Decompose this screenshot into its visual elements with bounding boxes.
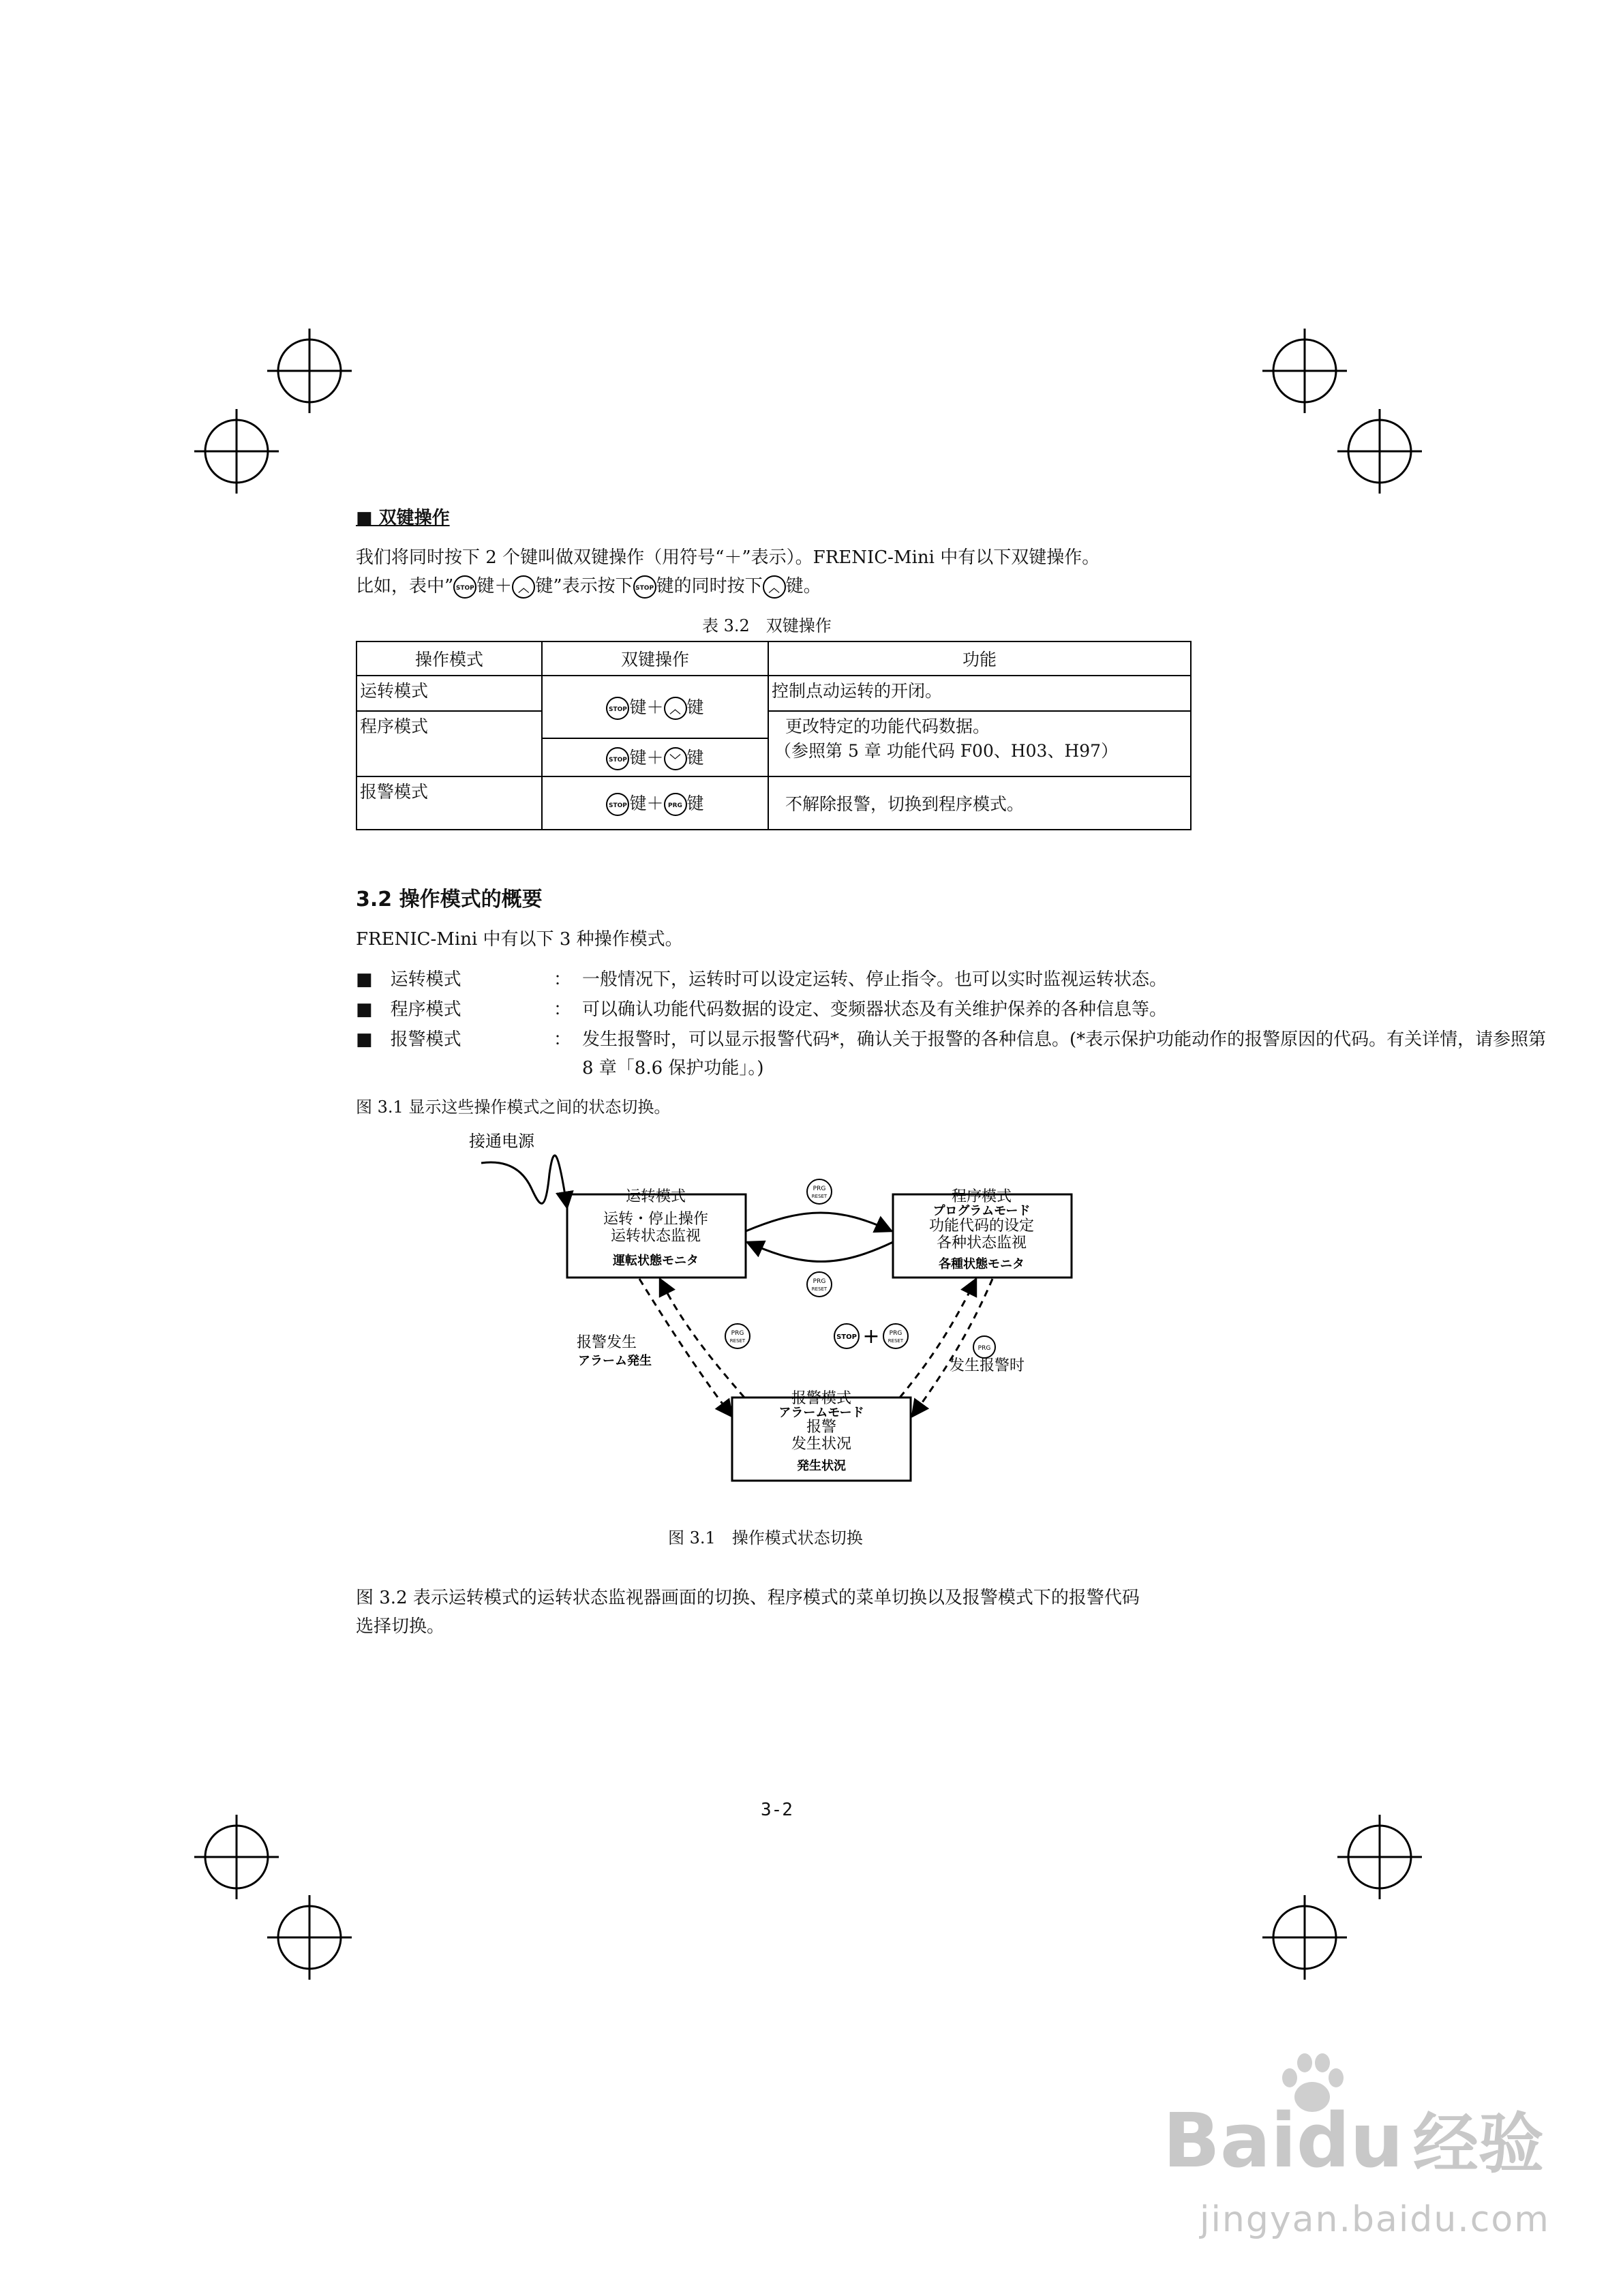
prg-reset-key-icon <box>807 1272 832 1297</box>
alarm-mode-title: 报警模式 <box>791 1390 852 1407</box>
stop-key-icon: STOP <box>606 697 629 720</box>
svg-text:PRG: PRG <box>889 1330 902 1337</box>
prog-mode-jp-title: プログラムモード <box>932 1204 1031 1218</box>
prg-reset-key-icon <box>725 1324 750 1348</box>
table-header: 双键操作 <box>542 641 768 676</box>
svg-text:RESET: RESET <box>811 1286 828 1292</box>
up-key-icon: ︿ <box>664 697 687 720</box>
power-on-label: 接通电源 <box>469 1132 534 1151</box>
svg-text:PRG: PRG <box>813 1185 826 1192</box>
prg-reset-key-icon <box>807 1179 832 1204</box>
table-cell: 控制点动运转的开闭。 <box>768 676 1191 711</box>
svg-text:PRG: PRG <box>731 1330 744 1337</box>
intro-line-1: 我们将同时按下 2 个键叫做双键操作（用符号“＋”表示）。FRENIC-Mini 中有以下双键操作。 <box>356 547 1100 568</box>
power-on-arrow <box>481 1155 567 1208</box>
prog-mode-line1: 功能代码的设定 <box>928 1218 1035 1235</box>
stop-key-icon <box>834 1324 859 1348</box>
table-cell: 运转模式 <box>357 676 542 711</box>
svg-text:RESET: RESET <box>729 1338 746 1344</box>
alarm-occur-left-label: 报警发生 <box>576 1334 637 1351</box>
prg-reset-key-icon: PRG <box>664 793 687 816</box>
table-cell: 不解除报警，切换到程序模式。 <box>768 776 1191 830</box>
table-caption: 表 3.2 双键操作 <box>702 616 832 635</box>
alarm-mode-jp: 発生状況 <box>797 1459 846 1473</box>
stop-key-icon: STOP <box>633 575 656 599</box>
table-cell: 更改特定的功能代码数据。 （参照第 5 章 功能代码 F00、H03、H97） <box>768 711 1191 776</box>
run-to-alarm-arrow <box>639 1279 732 1417</box>
prog-mode-title: 程序模式 <box>951 1188 1012 1205</box>
stop-key-icon: STOP <box>453 575 476 599</box>
prg-reset-key-icon <box>883 1324 908 1348</box>
alarm-occur-right-label: 发生报警时 <box>949 1357 1025 1374</box>
alarm-mode-line1: 报警 <box>806 1419 837 1436</box>
outro-line-2: 选择切换。 <box>356 1616 445 1637</box>
run-mode-line1: 运转・停止操作 <box>603 1211 709 1228</box>
alarm-mode-jp-title: アラームモード <box>778 1406 864 1420</box>
run-mode-title: 运转模式 <box>625 1188 686 1205</box>
page-number: 3-2 <box>761 1800 793 1820</box>
section-title: ■ 双键操作 <box>356 508 450 528</box>
watermark-url: jingyan.baidu.com <box>1200 2199 1550 2240</box>
table-cell: 报警模式 <box>357 776 542 830</box>
run-mode-jp: 運転状態モニタ <box>613 1254 699 1268</box>
plus-sign: + <box>862 1325 880 1348</box>
up-key-icon: ︿ <box>763 575 786 599</box>
svg-text:PRG: PRG <box>813 1278 826 1285</box>
run-mode-line2: 运转状态监视 <box>610 1228 701 1245</box>
outro-line-1: 图 3.2 表示运转模式的运转状态监视器画面的切换、程序模式的菜单切换以及报警模式下的报警代码 <box>356 1588 1140 1608</box>
table-cell: STOP 键＋ ﹀ 键 <box>542 738 768 776</box>
prg-key-icon <box>973 1336 995 1358</box>
down-key-icon: ﹀ <box>664 747 687 770</box>
figure-caption: 图 3.1 操作模式状态切换 <box>668 1528 863 1547</box>
prog-mode-jp: 各種状態モニタ <box>939 1257 1025 1271</box>
alarm-occur-left-jp: アラーム発生 <box>578 1354 652 1368</box>
run-to-prog-arrow <box>746 1213 892 1231</box>
section-intro: FRENIC-Mini 中有以下 3 种操作模式。 <box>356 929 683 950</box>
table-header: 功能 <box>768 641 1191 676</box>
svg-text:STOP: STOP <box>836 1333 857 1341</box>
svg-text:RESET: RESET <box>888 1338 904 1344</box>
stop-key-icon: STOP <box>606 793 629 816</box>
table-cell: STOP 键＋ PRG 键 <box>542 776 768 830</box>
section-heading: 3.2 操作模式的概要 <box>356 888 543 911</box>
prog-to-run-arrow <box>747 1242 893 1262</box>
alarm-mode-line2: 发生状况 <box>791 1436 852 1453</box>
intro-line-2: 比如，表中” STOP 键＋ ︿ 键”表示按下 STOP 键的同时按下 ︿ 键。 <box>356 573 821 600</box>
table-cell: 程序模式 <box>357 711 542 776</box>
stop-key-icon: STOP <box>606 747 629 770</box>
figure-intro: 图 3.1 显示这些操作模式之间的状态切换。 <box>356 1098 671 1117</box>
svg-text:RESET: RESET <box>811 1194 828 1199</box>
svg-text:PRG: PRG <box>977 1345 991 1352</box>
table-cell: STOP 键＋ ︿ 键 <box>542 676 768 738</box>
prog-mode-line2: 各种状态监视 <box>936 1235 1027 1252</box>
up-key-icon: ︿ <box>512 575 535 599</box>
watermark-brand: Baidu 经验 <box>1163 2097 1544 2184</box>
table-header: 操作模式 <box>357 641 542 676</box>
